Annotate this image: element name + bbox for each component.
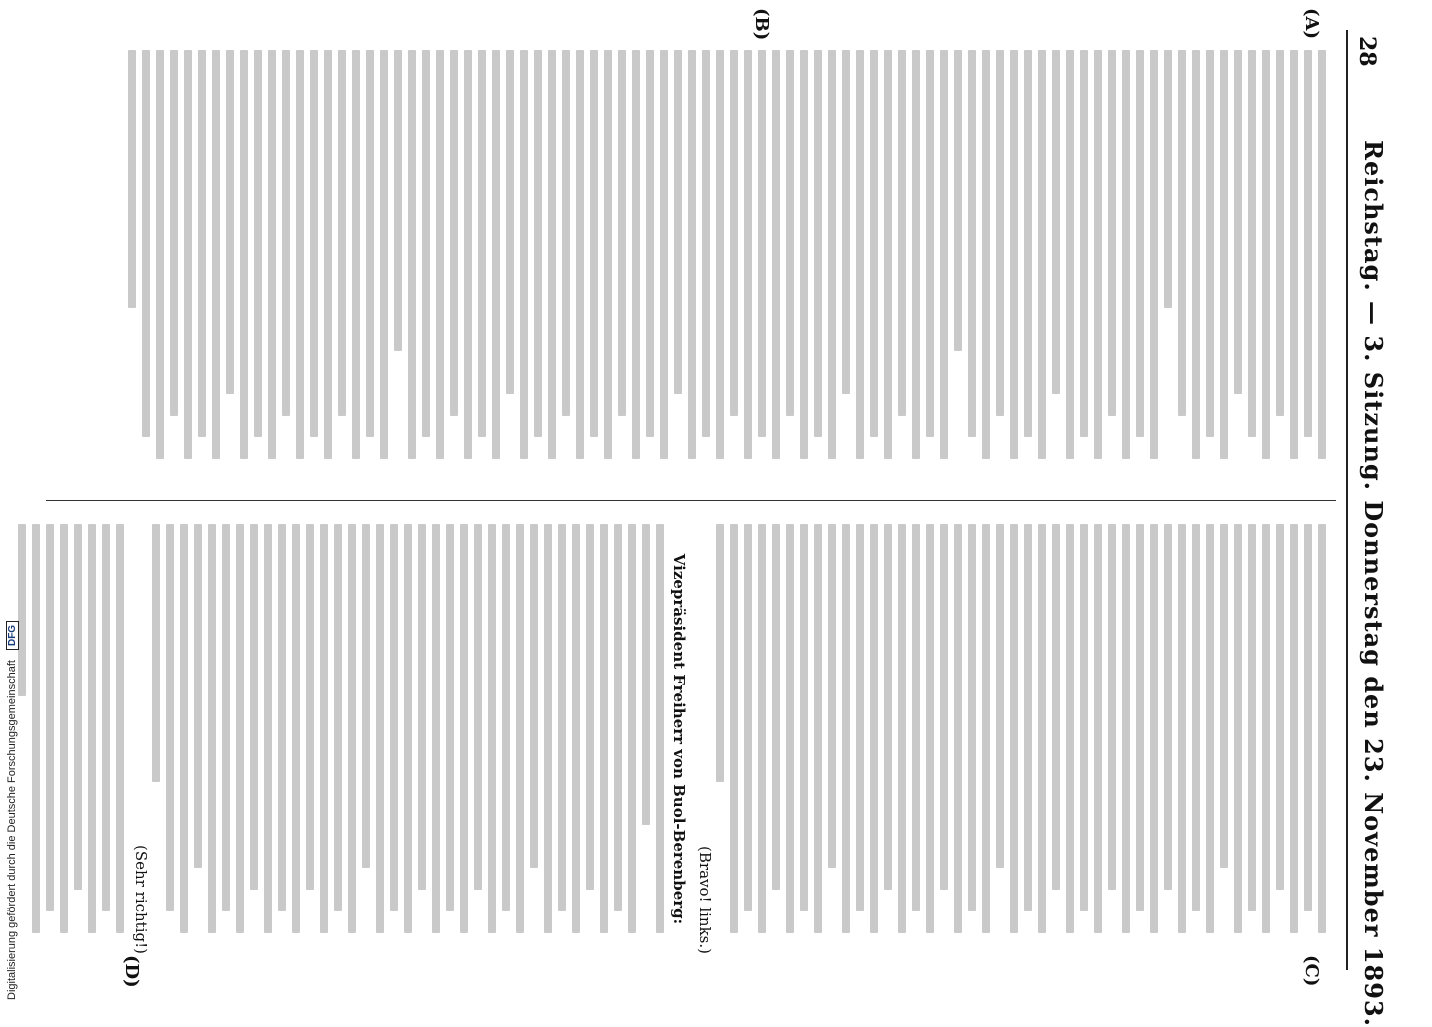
text-line-placeholder	[1080, 50, 1088, 437]
right-column	[72, 524, 1332, 954]
text-line-placeholder	[758, 50, 766, 437]
text-line-placeholder	[46, 524, 54, 911]
text-line-placeholder	[492, 50, 500, 459]
text-line-placeholder	[646, 50, 654, 437]
footer-text: Digitalisierung gefördert durch die Deutsche Forschungsgemeinschaft	[6, 660, 18, 1000]
text-line-placeholder	[366, 50, 374, 437]
text-line-placeholder	[614, 524, 622, 911]
text-line-placeholder	[478, 50, 486, 437]
header-divider	[1346, 30, 1348, 970]
text-line-placeholder	[1080, 524, 1088, 911]
text-line-placeholder	[558, 524, 566, 911]
text-line-placeholder	[1094, 524, 1102, 933]
text-line-placeholder	[1220, 524, 1228, 868]
text-line-placeholder	[516, 524, 524, 933]
text-line-placeholder	[264, 524, 272, 933]
text-line-placeholder	[376, 524, 384, 933]
text-line-placeholder	[1178, 524, 1186, 933]
text-line-placeholder	[278, 524, 286, 911]
text-line-placeholder	[436, 50, 444, 459]
text-line-placeholder	[74, 524, 82, 890]
text-line-placeholder	[572, 524, 580, 933]
text-line-placeholder	[408, 50, 416, 459]
text-line-placeholder	[320, 524, 328, 933]
text-line-placeholder	[586, 524, 594, 890]
text-line-placeholder	[730, 50, 738, 416]
text-line-placeholder	[786, 50, 794, 416]
text-line-placeholder	[544, 524, 552, 933]
text-line-placeholder	[208, 524, 216, 933]
text-line-placeholder	[60, 524, 68, 933]
text-line-placeholder	[236, 524, 244, 933]
text-line-placeholder	[432, 524, 440, 933]
running-header: Reichstag. — 3. Sitzung. Donnerstag den 23. November 1893.	[1359, 140, 1388, 1027]
text-line-placeholder	[1052, 524, 1060, 890]
text-line-placeholder	[502, 524, 510, 911]
text-line-placeholder	[404, 524, 412, 933]
text-line-placeholder	[390, 524, 398, 911]
text-line-placeholder	[282, 50, 290, 416]
page-number: 28	[1354, 36, 1380, 67]
text-line-placeholder	[180, 524, 188, 933]
text-line-placeholder	[474, 524, 482, 890]
text-line-placeholder	[128, 50, 136, 308]
text-line-placeholder	[1234, 50, 1242, 394]
text-line-placeholder	[1038, 524, 1046, 933]
text-line-placeholder	[1290, 524, 1298, 933]
text-line-placeholder	[926, 524, 934, 933]
text-line-placeholder	[418, 524, 426, 890]
text-line-placeholder	[1206, 50, 1214, 437]
text-line-placeholder	[1262, 50, 1270, 459]
text-line-placeholder	[1066, 50, 1074, 459]
text-line-placeholder	[1122, 524, 1130, 933]
text-line-placeholder	[422, 50, 430, 437]
text-line-placeholder	[156, 50, 164, 459]
text-line-placeholder	[996, 50, 1004, 416]
text-line-placeholder	[334, 524, 342, 911]
text-line-placeholder	[310, 50, 318, 437]
text-line-placeholder	[1248, 524, 1256, 911]
text-line-placeholder	[656, 524, 664, 933]
agreement-note: (Sehr richtig!)	[132, 845, 150, 954]
text-line-placeholder	[1192, 50, 1200, 459]
text-line-placeholder	[548, 50, 556, 459]
text-line-placeholder	[306, 524, 314, 890]
text-line-placeholder	[660, 50, 668, 459]
text-line-placeholder	[116, 524, 124, 933]
text-line-placeholder	[450, 50, 458, 416]
text-line-placeholder	[982, 524, 990, 933]
text-line-placeholder	[562, 50, 570, 416]
text-line-placeholder	[674, 50, 682, 394]
text-line-placeholder	[954, 50, 962, 351]
text-line-placeholder	[870, 50, 878, 437]
text-line-placeholder	[1052, 50, 1060, 394]
text-line-placeholder	[1318, 524, 1326, 933]
text-line-placeholder	[800, 524, 808, 911]
text-line-placeholder	[1136, 50, 1144, 437]
text-line-placeholder	[292, 524, 300, 933]
text-line-placeholder	[296, 50, 304, 459]
text-line-placeholder	[348, 524, 356, 933]
text-line-placeholder	[968, 524, 976, 911]
text-line-placeholder	[758, 524, 766, 933]
text-line-placeholder	[380, 50, 388, 459]
text-line-placeholder	[642, 524, 650, 825]
text-line-placeholder	[716, 50, 724, 459]
text-line-placeholder	[632, 50, 640, 459]
text-line-placeholder	[1178, 50, 1186, 416]
text-line-placeholder	[1206, 524, 1214, 933]
text-line-placeholder	[1038, 50, 1046, 459]
text-line-placeholder	[1066, 524, 1074, 933]
text-line-placeholder	[772, 50, 780, 459]
margin-marker-c: (C)	[1301, 955, 1322, 987]
text-line-placeholder	[744, 524, 752, 911]
text-line-placeholder	[254, 50, 262, 437]
text-line-placeholder	[1220, 50, 1228, 459]
text-line-placeholder	[786, 524, 794, 933]
text-line-placeholder	[814, 524, 822, 933]
text-line-placeholder	[954, 524, 962, 933]
text-line-placeholder	[828, 50, 836, 459]
text-line-placeholder	[352, 50, 360, 459]
text-line-placeholder	[1290, 50, 1298, 459]
text-line-placeholder	[716, 524, 724, 782]
text-line-placeholder	[1108, 50, 1116, 416]
text-line-placeholder	[212, 50, 220, 459]
text-line-placeholder	[250, 524, 258, 890]
text-line-placeholder	[226, 50, 234, 394]
text-line-placeholder	[394, 50, 402, 351]
text-line-placeholder	[166, 524, 174, 911]
text-line-placeholder	[604, 50, 612, 459]
text-line-placeholder	[1108, 524, 1116, 890]
text-line-placeholder	[940, 524, 948, 890]
text-line-placeholder	[600, 524, 608, 933]
text-line-placeholder	[1094, 50, 1102, 459]
text-line-placeholder	[1304, 50, 1312, 437]
text-line-placeholder	[814, 50, 822, 437]
margin-marker-a: (A)	[1301, 8, 1322, 39]
text-line-placeholder	[688, 50, 696, 459]
text-line-placeholder	[884, 50, 892, 459]
text-line-placeholder	[1248, 50, 1256, 437]
text-line-placeholder	[842, 50, 850, 394]
text-line-placeholder	[170, 50, 178, 416]
text-line-placeholder	[1164, 524, 1172, 890]
text-line-placeholder	[446, 524, 454, 911]
text-line-placeholder	[324, 50, 332, 459]
margin-marker-d: (D)	[121, 955, 142, 988]
text-line-placeholder	[884, 524, 892, 890]
dfg-logo: DFG	[6, 621, 19, 650]
text-line-placeholder	[102, 524, 110, 911]
text-line-placeholder	[530, 524, 538, 868]
text-line-placeholder	[240, 50, 248, 459]
applause-note: (Bravo! links.)	[696, 846, 714, 954]
text-line-placeholder	[1150, 50, 1158, 459]
text-line-placeholder	[1122, 50, 1130, 459]
text-line-placeholder	[982, 50, 990, 459]
text-line-placeholder	[628, 524, 636, 933]
text-line-placeholder	[912, 524, 920, 911]
text-line-placeholder	[898, 524, 906, 933]
text-line-placeholder	[362, 524, 370, 868]
text-line-placeholder	[32, 524, 40, 933]
text-line-placeholder	[898, 50, 906, 416]
text-line-placeholder	[1318, 50, 1326, 459]
text-line-placeholder	[856, 524, 864, 911]
text-line-placeholder	[1164, 50, 1172, 308]
text-line-placeholder	[968, 50, 976, 437]
text-line-placeholder	[1276, 524, 1284, 890]
text-line-placeholder	[576, 50, 584, 459]
text-line-placeholder	[1136, 524, 1144, 911]
text-line-placeholder	[488, 524, 496, 933]
text-line-placeholder	[184, 50, 192, 459]
digitization-footer	[2, 10, 22, 1000]
text-line-placeholder	[1010, 50, 1018, 459]
text-line-placeholder	[460, 524, 468, 933]
text-line-placeholder	[912, 50, 920, 459]
text-line-placeholder	[618, 50, 626, 416]
text-line-placeholder	[1150, 524, 1158, 933]
text-line-placeholder	[1262, 524, 1270, 933]
text-line-placeholder	[996, 524, 1004, 868]
text-line-placeholder	[222, 524, 230, 911]
text-line-placeholder	[1234, 524, 1242, 933]
left-column	[72, 50, 1332, 480]
margin-marker-b: (B)	[751, 8, 772, 41]
text-line-placeholder	[1276, 50, 1284, 416]
text-line-placeholder	[870, 524, 878, 933]
speaker-heading: Vizepräsident Freiherr von Buol-Berenberg:	[670, 553, 688, 925]
text-line-placeholder	[268, 50, 276, 459]
text-line-placeholder	[1024, 50, 1032, 437]
text-line-placeholder	[842, 524, 850, 933]
text-line-placeholder	[800, 50, 808, 459]
text-line-placeholder	[506, 50, 514, 394]
text-line-placeholder	[338, 50, 346, 416]
text-line-placeholder	[702, 50, 710, 437]
text-line-placeholder	[744, 50, 752, 459]
text-line-placeholder	[142, 50, 150, 437]
text-line-placeholder	[856, 50, 864, 459]
text-line-placeholder	[1192, 524, 1200, 911]
text-line-placeholder	[198, 50, 206, 437]
text-line-placeholder	[1010, 524, 1018, 933]
text-line-placeholder	[772, 524, 780, 890]
text-line-placeholder	[194, 524, 202, 868]
text-line-placeholder	[730, 524, 738, 933]
text-line-placeholder	[940, 50, 948, 459]
text-line-placeholder	[520, 50, 528, 459]
text-line-placeholder	[828, 524, 836, 868]
text-line-placeholder	[152, 524, 160, 782]
text-line-placeholder	[1304, 524, 1312, 911]
text-line-placeholder	[590, 50, 598, 437]
text-line-placeholder	[464, 50, 472, 459]
text-line-placeholder	[534, 50, 542, 437]
text-line-placeholder	[926, 50, 934, 437]
column-divider	[46, 500, 1336, 501]
text-line-placeholder	[1024, 524, 1032, 911]
text-line-placeholder	[88, 524, 96, 933]
